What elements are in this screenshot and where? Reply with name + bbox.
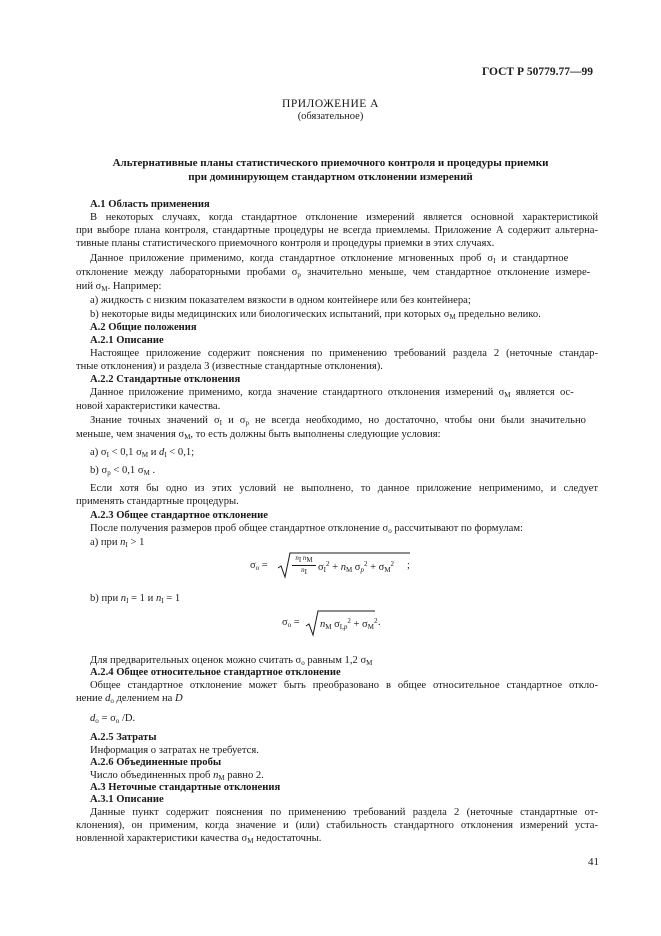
a23-case-a: а) при $n_I > 1$ xyxy=(90,537,145,549)
heading-a3: А.3 Неточные стандартные отклонения xyxy=(90,782,281,793)
heading-a25: А.2.5 Затраты xyxy=(90,732,157,743)
appendix-subtitle: (обязательное) xyxy=(297,111,364,122)
page-number: 41 xyxy=(588,856,599,868)
a1-item-b: b) некоторые виды медицинских или биологических испытаний, при которых $\sigma_M$ предельно велико. xyxy=(90,309,541,321)
a25-text: Информация о затратах не требуется. xyxy=(90,745,259,756)
main-title-line2: при доминирующем стандартном отклонении измерений xyxy=(188,171,473,183)
heading-a2: А.2 Общие положения xyxy=(90,322,197,333)
a22-p3-line1: Если хотя бы одно из этих условий не выполнено, то данное приложение неприменимо, и следует xyxy=(90,483,598,494)
heading-a24: А.2.4 Общее относительное стандартное отклонение xyxy=(90,667,341,678)
a24-formula: $d_о = \sigma_о$ /D. xyxy=(90,713,136,725)
a1-p2-line1: Данное приложение применимо, когда стандартное отклонение мгновенных проб $\sigma_I$ и стандартное xyxy=(90,253,569,265)
document-id: ГОСТ Р 50779.77—99 xyxy=(482,66,593,78)
heading-a21: А.2.1 Описание xyxy=(90,335,164,346)
a31-line1: Данные пункт содержит пояснения по применению требований раздела 2 (неточные стандартные от- xyxy=(90,807,598,818)
a23-line1: После получения размеров проб общее стандартное отклонение $\sigma_о$ рассчитывают по формулам: xyxy=(90,523,523,535)
a1-p1-line3: тивные планы статистического приемочного контроля и процедуры приемки в этих случаях. xyxy=(76,238,495,249)
condition-b: b) $\sigma_p < 0,1$ $\sigma_M$ . xyxy=(90,465,156,477)
a22-line1: Данное приложение применимо, когда значение стандартного отклонения измерений $\sigma_M$ является ос- xyxy=(90,387,574,399)
a1-item-a: а) жидкость с низким показателем вязкости в одном контейнере или без контейнера; xyxy=(90,295,471,306)
a1-p2-line2: отклонение между лабораторными пробами $\sigma_p$ значительно меньше, чем стандартное отклонение измере- xyxy=(76,267,591,279)
appendix-title: ПРИЛОЖЕНИЕ А xyxy=(282,98,379,110)
a31-line2: клонения), он применим, когда значение и (или) стабильность стандартного отклонения измерений уста- xyxy=(76,820,598,831)
a1-p2-line3: ний $\sigma_M$. Например: xyxy=(76,281,162,293)
a23-prelim: Для предварительных оценок можно считать $\sigma_о$ равным 1,2 $\sigma_M$ xyxy=(90,655,373,667)
heading-a22: А.2.2 Стандартные отклонения xyxy=(90,374,241,385)
a24-line2: нение $d_о$ делением на D xyxy=(76,693,183,705)
a31-line3: новленной характеристики качества $\sigma_M$ недостаточны. xyxy=(76,833,322,845)
heading-a1: А.1 Область применения xyxy=(90,199,210,210)
heading-a26: А.2.6 Объединенные пробы xyxy=(90,757,222,768)
a21-line1: Настоящее приложение содержит пояснения по применению требований раздела 2 (неточные стандар- xyxy=(90,348,598,359)
a23-case-b: b) при $n_I = 1$ и $n_I = 1$ xyxy=(90,593,181,605)
heading-a31: А.3.1 Описание xyxy=(90,794,164,805)
a22-p3-line2: применять стандартные процедуры. xyxy=(76,496,239,507)
a22-p2-line2: меньше, чем значения $\sigma_M$, то есть должны быть выполнены следующие условия: xyxy=(76,429,441,441)
a22-p2-line1: Знание точных значений $\sigma_I$ и $\sigma_p$ не всегда необходимо, но достаточно, чтобы они были значительно xyxy=(90,415,586,427)
a26-text: Число объединенных проб $n_M$ равно 2. xyxy=(90,770,264,782)
condition-a: a) $\sigma_I < 0,1$ $\sigma_M$ и $d_I < 0,1$; xyxy=(90,447,195,459)
a1-p1-line1: В некоторых случаях, когда стандартное отклонение измерений является основной характеристикой xyxy=(90,212,598,223)
main-title-line1: Альтернативные планы статистического приемочного контроля и процедуры приемки xyxy=(112,157,549,169)
a21-line2: тные отклонения) и раздела 3 (известные стандартные отклонения). xyxy=(76,361,383,372)
heading-a23: А.2.3 Общее стандартное отклонение xyxy=(90,510,268,521)
a1-p1-line2: при выборе плана контроля, стандартные процедуры не всегда приемлемы. Приложение А содержит альтерна- xyxy=(76,225,598,236)
a24-line1: Общее стандартное отклонение может быть преобразовано в общее относительное стандартное откло- xyxy=(90,680,598,691)
a22-line2: новой характеристики качества. xyxy=(76,401,221,412)
